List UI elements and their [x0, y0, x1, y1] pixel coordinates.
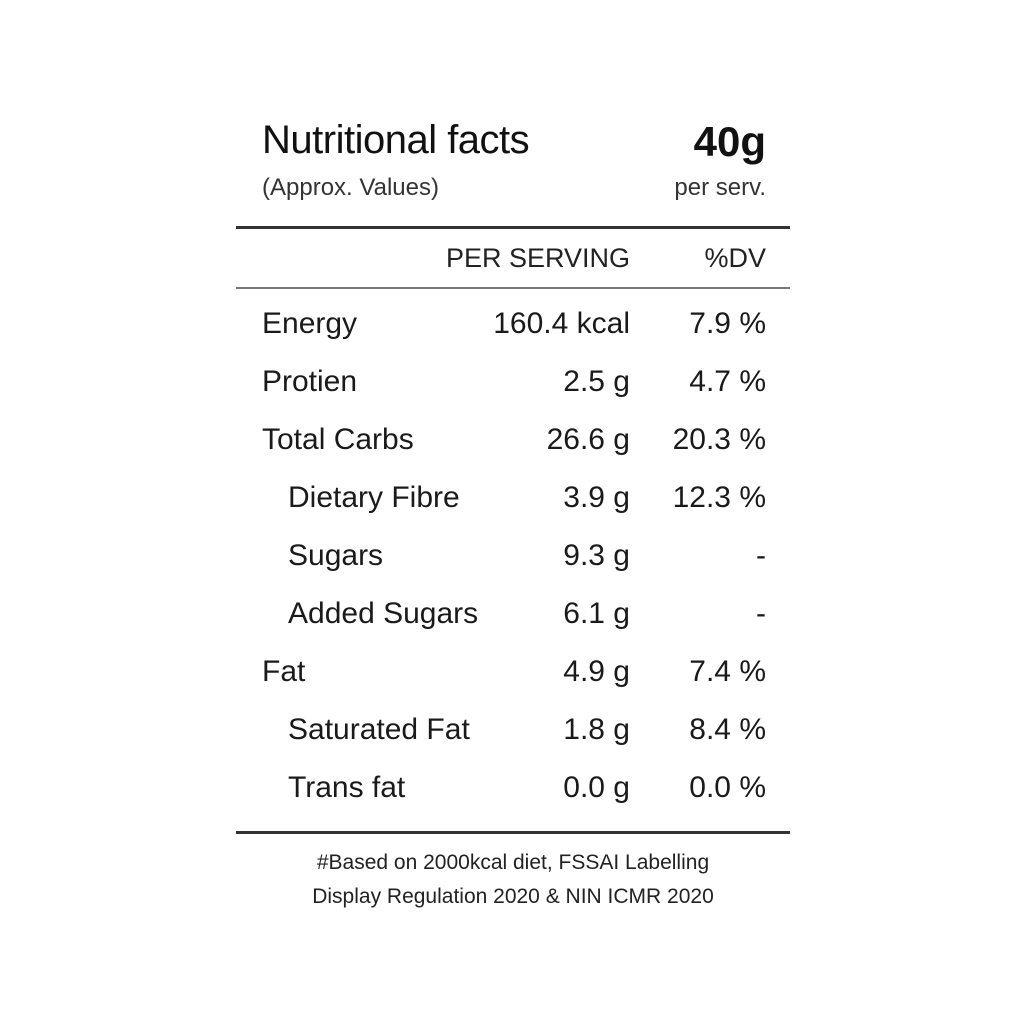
per-serving-header: PER SERVING — [445, 243, 630, 273]
column-headers — [236, 229, 790, 287]
nutrient-value: 4.9 g — [563, 655, 630, 688]
table-row — [236, 705, 790, 763]
table-row — [236, 531, 790, 589]
nutrient-name: Energy — [262, 307, 358, 340]
nutrient-dv: 7.4 % — [689, 655, 766, 688]
serving-size: 40g — [693, 118, 766, 165]
serving-unit: per serv. — [674, 174, 766, 201]
nutrient-dv: 20.3 % — [672, 423, 766, 456]
nutrient-name: Trans fat — [288, 771, 406, 804]
dv-header: %DV — [704, 243, 766, 273]
nutrient-name: Saturated Fat — [288, 713, 470, 746]
nutrient-name: Protien — [262, 365, 358, 398]
table-row — [236, 357, 790, 415]
footnote-line-1: #Based on 2000kcal diet, FSSAI Labelling — [316, 851, 710, 874]
nutrient-dv: 4.7 % — [689, 365, 766, 398]
nutrient-value: 9.3 g — [563, 539, 630, 572]
table-row — [236, 589, 790, 647]
nutrient-dv: 0.0 % — [689, 771, 766, 804]
nutrient-value: 6.1 g — [563, 597, 630, 630]
nutrient-value: 26.6 g — [546, 423, 630, 456]
table-row — [236, 299, 790, 357]
label-subtitle: (Approx. Values) — [262, 174, 439, 201]
nutrient-name: Total Carbs — [262, 423, 414, 456]
nutrient-value: 1.8 g — [563, 713, 630, 746]
nutrient-value: 160.4 kcal — [493, 307, 630, 340]
nutrient-name: Dietary Fibre — [288, 481, 460, 514]
nutrient-name: Sugars — [288, 539, 384, 572]
nutrient-dv: - — [756, 539, 766, 572]
nutrient-dv: - — [756, 597, 766, 630]
nutrient-dv: 12.3 % — [672, 481, 766, 514]
nutrient-name: Fat — [262, 655, 306, 688]
nutrient-value: 2.5 g — [563, 365, 630, 398]
footnote-line-2: Display Regulation 2020 & NIN ICMR 2020 — [312, 885, 714, 908]
nutrient-dv: 7.9 % — [689, 307, 766, 340]
table-row — [236, 763, 790, 821]
nutrient-value: 3.9 g — [563, 481, 630, 514]
table-row — [236, 647, 790, 705]
nutrient-dv: 8.4 % — [689, 713, 766, 746]
table-row — [236, 473, 790, 531]
nutrition-label — [236, 100, 790, 914]
footnote — [236, 834, 790, 914]
nutrient-name: Added Sugars — [288, 597, 479, 630]
label-title: Nutritional facts — [262, 118, 530, 162]
nutrient-value: 0.0 g — [563, 771, 630, 804]
nutrient-rows — [236, 289, 790, 831]
table-row — [236, 415, 790, 473]
label-header — [236, 100, 790, 226]
